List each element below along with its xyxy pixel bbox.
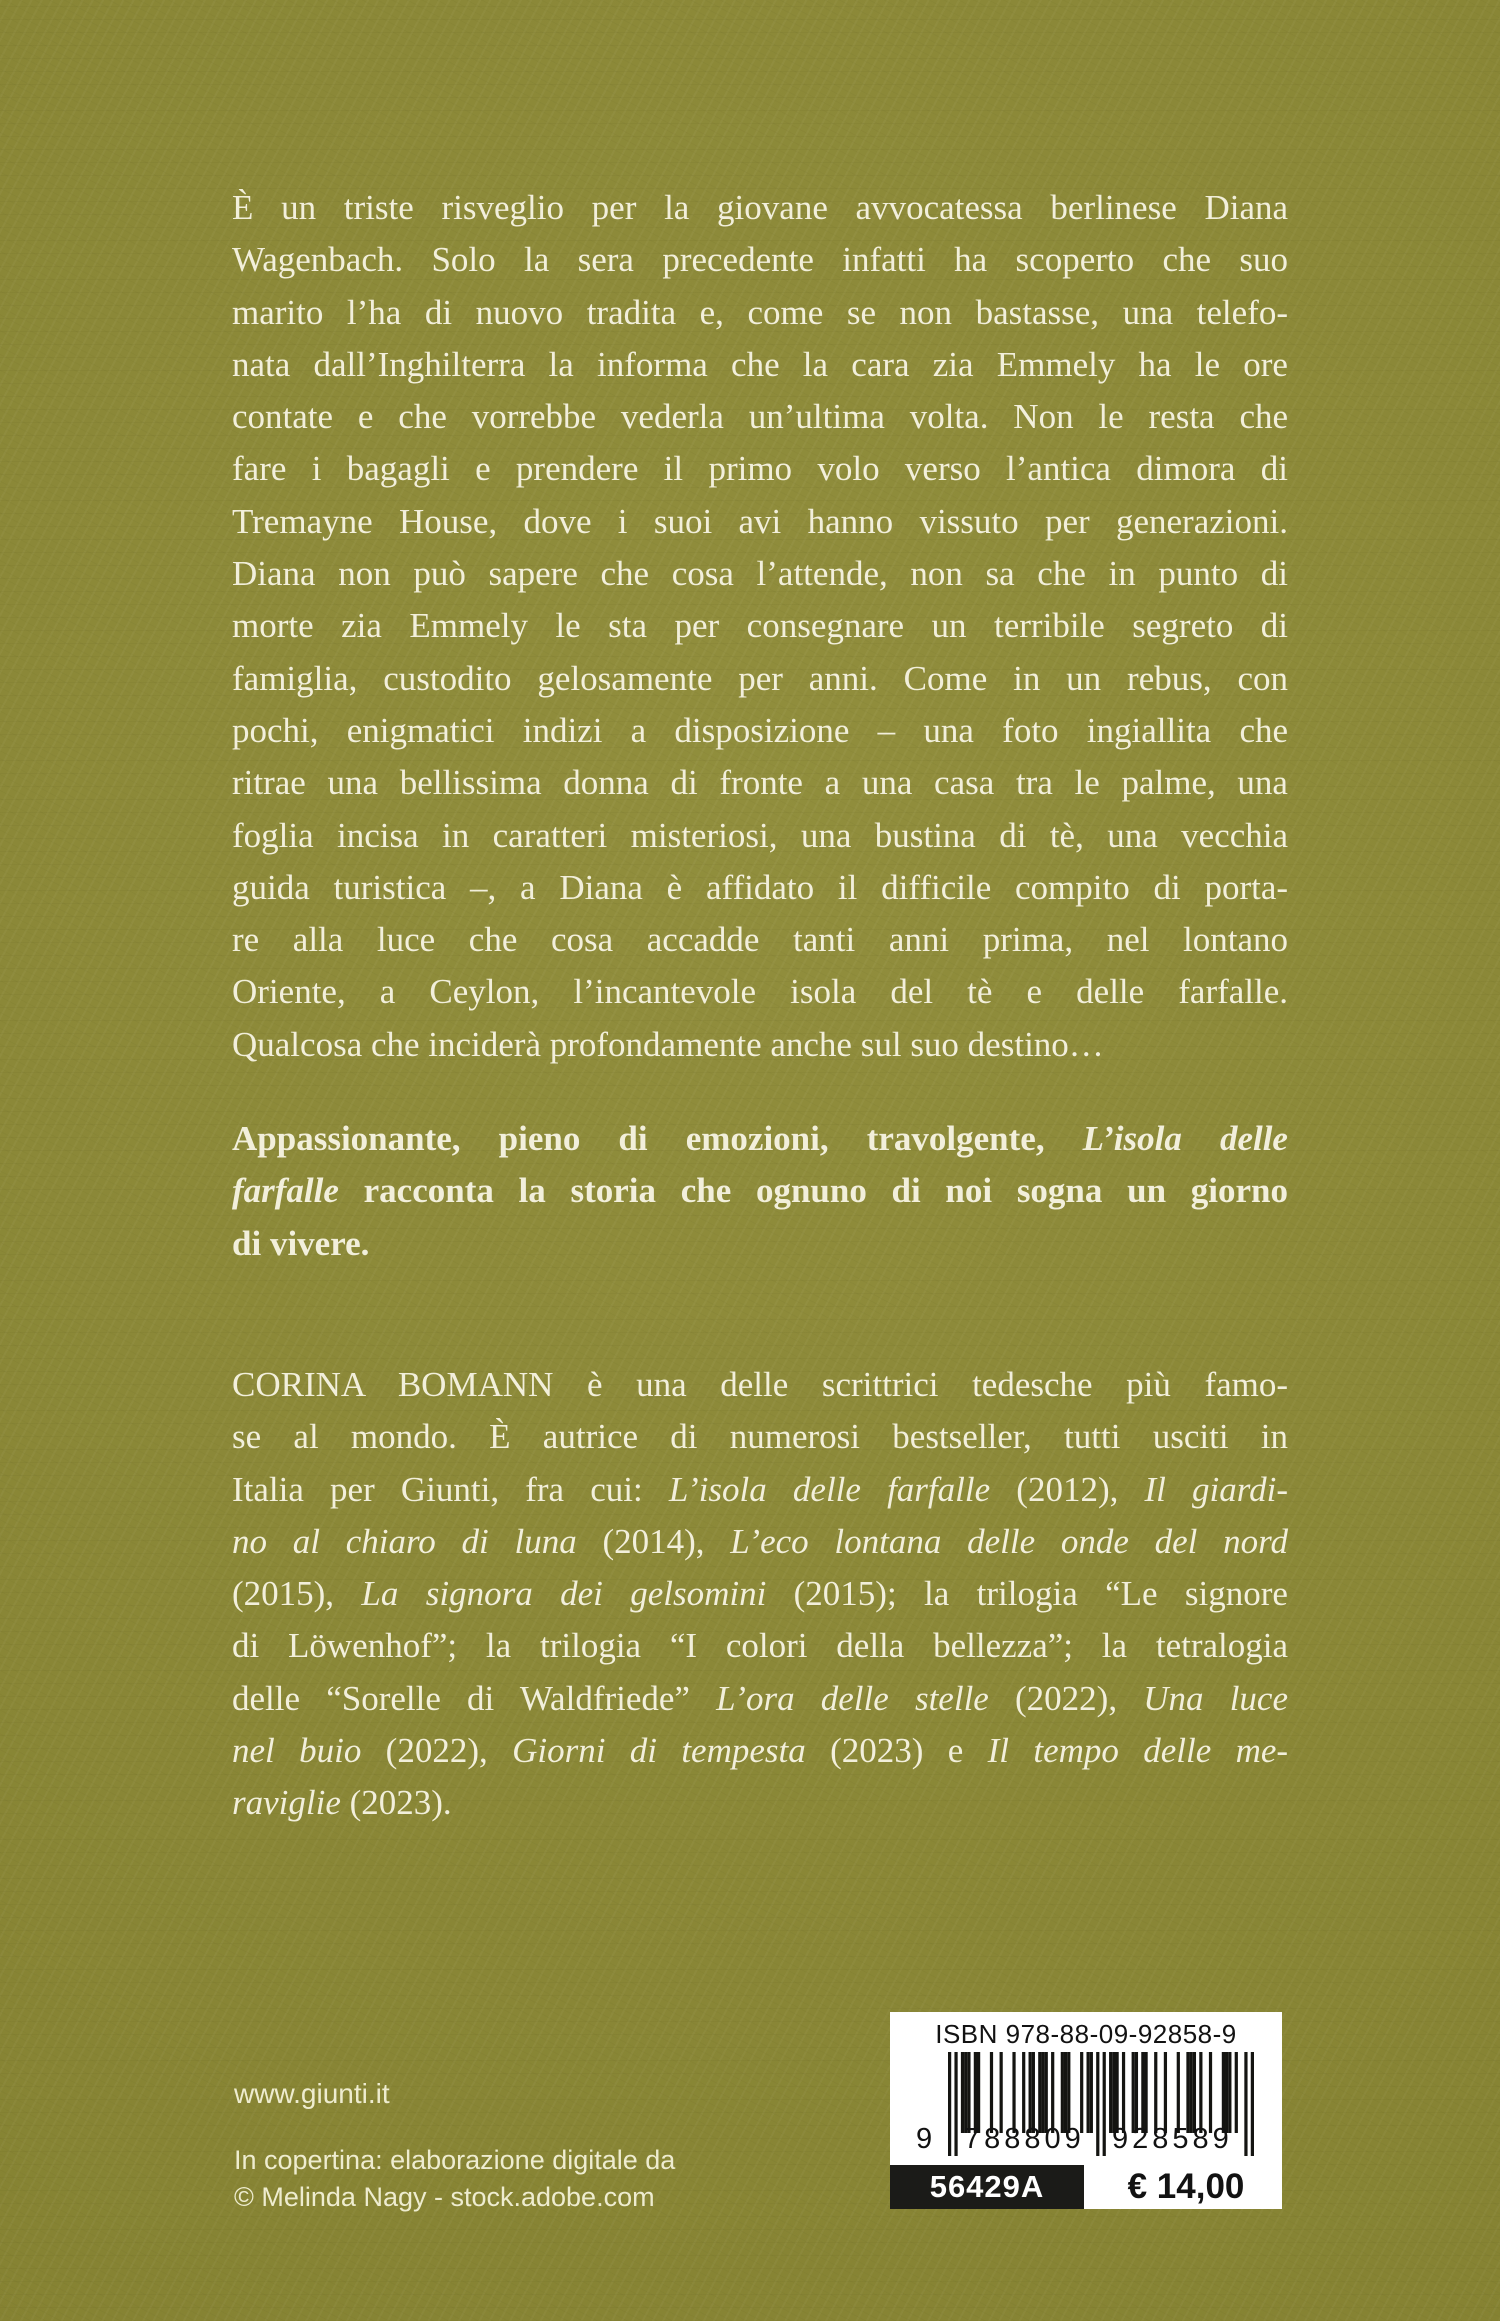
text-run: CORINA BOMANN xyxy=(232,1365,554,1404)
barcode-digit-first: 9 xyxy=(916,2123,933,2155)
text-line xyxy=(232,1359,1288,1411)
text-run: foglia incisa in caratteri misteriosi, una bustina di tè, una vecchia xyxy=(232,815,1288,855)
book-title-italic: L’isola delle farfalle xyxy=(668,1469,991,1509)
text-line xyxy=(232,653,1288,705)
text-run: (2022), xyxy=(988,1678,1144,1718)
text-run: contate e che vorrebbe vederla un’ultima volta. Non le resta che xyxy=(232,397,1289,437)
text-run: (2015), xyxy=(232,1574,362,1614)
text-run: (2014), xyxy=(576,1521,731,1561)
text-line xyxy=(232,443,1288,495)
text-run: re alla luce che cosa accadde tanti anni prima, nel lontano xyxy=(232,920,1289,960)
book-title-italic: Il giardi- xyxy=(1144,1469,1288,1509)
text-line xyxy=(232,1165,1288,1217)
barcode-digit-group-2: 928589 xyxy=(1112,2123,1233,2155)
text-line xyxy=(232,757,1288,809)
text-run: se al mondo. È autrice di numerosi bestseller, tutti usciti in xyxy=(232,1417,1289,1457)
text-run: nata dall’Inghilterra la informa che la cara zia Emmely ha le ore xyxy=(232,344,1288,384)
text-run: È un triste risveglio per la giovane avvocatessa berlinese Diana xyxy=(232,188,1289,227)
text-line xyxy=(232,705,1288,757)
book-title-italic: L’ora delle stelle xyxy=(716,1678,989,1718)
book-title-italic: Una luce xyxy=(1143,1678,1288,1718)
text-line xyxy=(232,862,1288,914)
book-title-italic: farfalle xyxy=(232,1171,339,1211)
text-run: delle “Sorelle di Waldfriede” xyxy=(232,1678,717,1718)
label-bottom-row xyxy=(890,2165,1282,2209)
text-run: fare i bagagli e prendere il primo volo verso l’antica dimora di xyxy=(232,449,1288,489)
text-line xyxy=(232,600,1288,652)
credit-line-1: In copertina: elaborazione digitale da xyxy=(234,2145,676,2175)
text-run: guida turistica –, a Diana è affidato il difficile compito di porta- xyxy=(232,867,1289,907)
book-title-italic: L’eco lontana delle onde del nord xyxy=(730,1521,1288,1561)
text-line xyxy=(232,1568,1288,1620)
text-run: (2022), xyxy=(361,1731,513,1771)
text-run: di vivere. xyxy=(232,1223,370,1263)
text-line xyxy=(232,182,1288,234)
text-line xyxy=(232,234,1288,286)
book-title-italic: Il tempo delle me- xyxy=(987,1731,1289,1771)
text-run: (2012), xyxy=(990,1469,1145,1509)
barcode-digit-group-1: 788809 xyxy=(964,2123,1085,2155)
price-tag: € 14,00 xyxy=(1090,2165,1282,2209)
text-line xyxy=(232,1019,1288,1071)
book-title-italic: Giorni di tempesta xyxy=(512,1731,806,1771)
text-run: Tremayne House, dove i suoi avi hanno vissuto per generazioni. xyxy=(232,501,1288,541)
website-url: www.giunti.it xyxy=(234,2078,390,2109)
cover-credit xyxy=(234,2142,675,2216)
text-line xyxy=(232,1673,1288,1725)
text-line xyxy=(232,1218,1288,1270)
text-line xyxy=(232,1411,1288,1463)
text-run: morte zia Emmely le sta per consegnare un terribile segreto di xyxy=(232,606,1289,646)
text-run: Wagenbach. Solo la sera precedente infatti ha scoperto che suo xyxy=(232,240,1288,280)
text-run: Appassionante, pieno di emozioni, travolgente, xyxy=(232,1119,1083,1158)
text-line xyxy=(232,287,1288,339)
text-run: è una delle scrittrici tedesche più famo- xyxy=(553,1365,1289,1404)
text-line xyxy=(232,339,1288,391)
text-run: (2015); la trilogia “Le signore xyxy=(766,1574,1288,1614)
text-run: marito l’ha di nuovo tradita e, come se non bastasse, una telefo- xyxy=(232,292,1288,332)
book-title-italic: raviglie xyxy=(232,1783,341,1823)
text-line xyxy=(232,1725,1288,1777)
text-run: Italia per Giunti, fra cui: xyxy=(232,1469,669,1509)
text-run: racconta la storia che ognuno di noi sogna un giorno xyxy=(338,1171,1288,1211)
isbn-barcode-block xyxy=(890,2012,1282,2209)
text-line xyxy=(232,810,1288,862)
text-run: ritrae una bellissima donna di fronte a una casa tra le palme, una xyxy=(232,763,1288,803)
text-run: Qualcosa che inciderà profondamente anche sul suo destino… xyxy=(232,1024,1104,1064)
text-run: (2023) e xyxy=(805,1731,988,1771)
book-title-italic: La signora dei gelsomini xyxy=(361,1574,767,1614)
text-line xyxy=(232,1464,1288,1516)
author-bio-paragraph xyxy=(232,1359,1288,1830)
book-title-italic: nel buio xyxy=(232,1731,362,1771)
text-run: Oriente, a Ceylon, l’incantevole isola del tè e delle farfalle. xyxy=(232,972,1289,1012)
text-line xyxy=(232,1777,1288,1829)
text-run: di Löwenhof”; la trilogia “I colori della bellezza”; la tetralogia xyxy=(232,1626,1289,1666)
text-run: famiglia, custodito gelosamente per anni. Come in un rebus, con xyxy=(232,658,1288,698)
text-line xyxy=(232,496,1288,548)
credit-line-2: © Melinda Nagy - stock.adobe.com xyxy=(234,2182,655,2212)
edition-code: 56429A xyxy=(890,2165,1084,2209)
text-run: (2023). xyxy=(340,1783,452,1823)
text-line xyxy=(232,1620,1288,1672)
highlight-paragraph xyxy=(232,1113,1288,1270)
text-line xyxy=(232,966,1288,1018)
text-line xyxy=(232,914,1288,966)
text-run: Diana non può sapere che cosa l’attende, non sa che in punto di xyxy=(232,554,1288,594)
isbn-number: ISBN 978-88-09-92858-9 xyxy=(935,2019,1237,2049)
text-line xyxy=(232,1516,1288,1568)
synopsis-paragraph xyxy=(232,182,1288,1071)
book-title-italic: no al chiaro di luna xyxy=(232,1521,577,1561)
book-title-italic: L’isola delle xyxy=(1082,1119,1288,1158)
barcode-digits xyxy=(890,2123,1282,2159)
text-line xyxy=(232,548,1288,600)
text-run: pochi, enigmatici indizi a disposizione – una foto ingiallita che xyxy=(232,710,1289,750)
text-line xyxy=(232,391,1288,443)
text-line xyxy=(232,1113,1288,1165)
